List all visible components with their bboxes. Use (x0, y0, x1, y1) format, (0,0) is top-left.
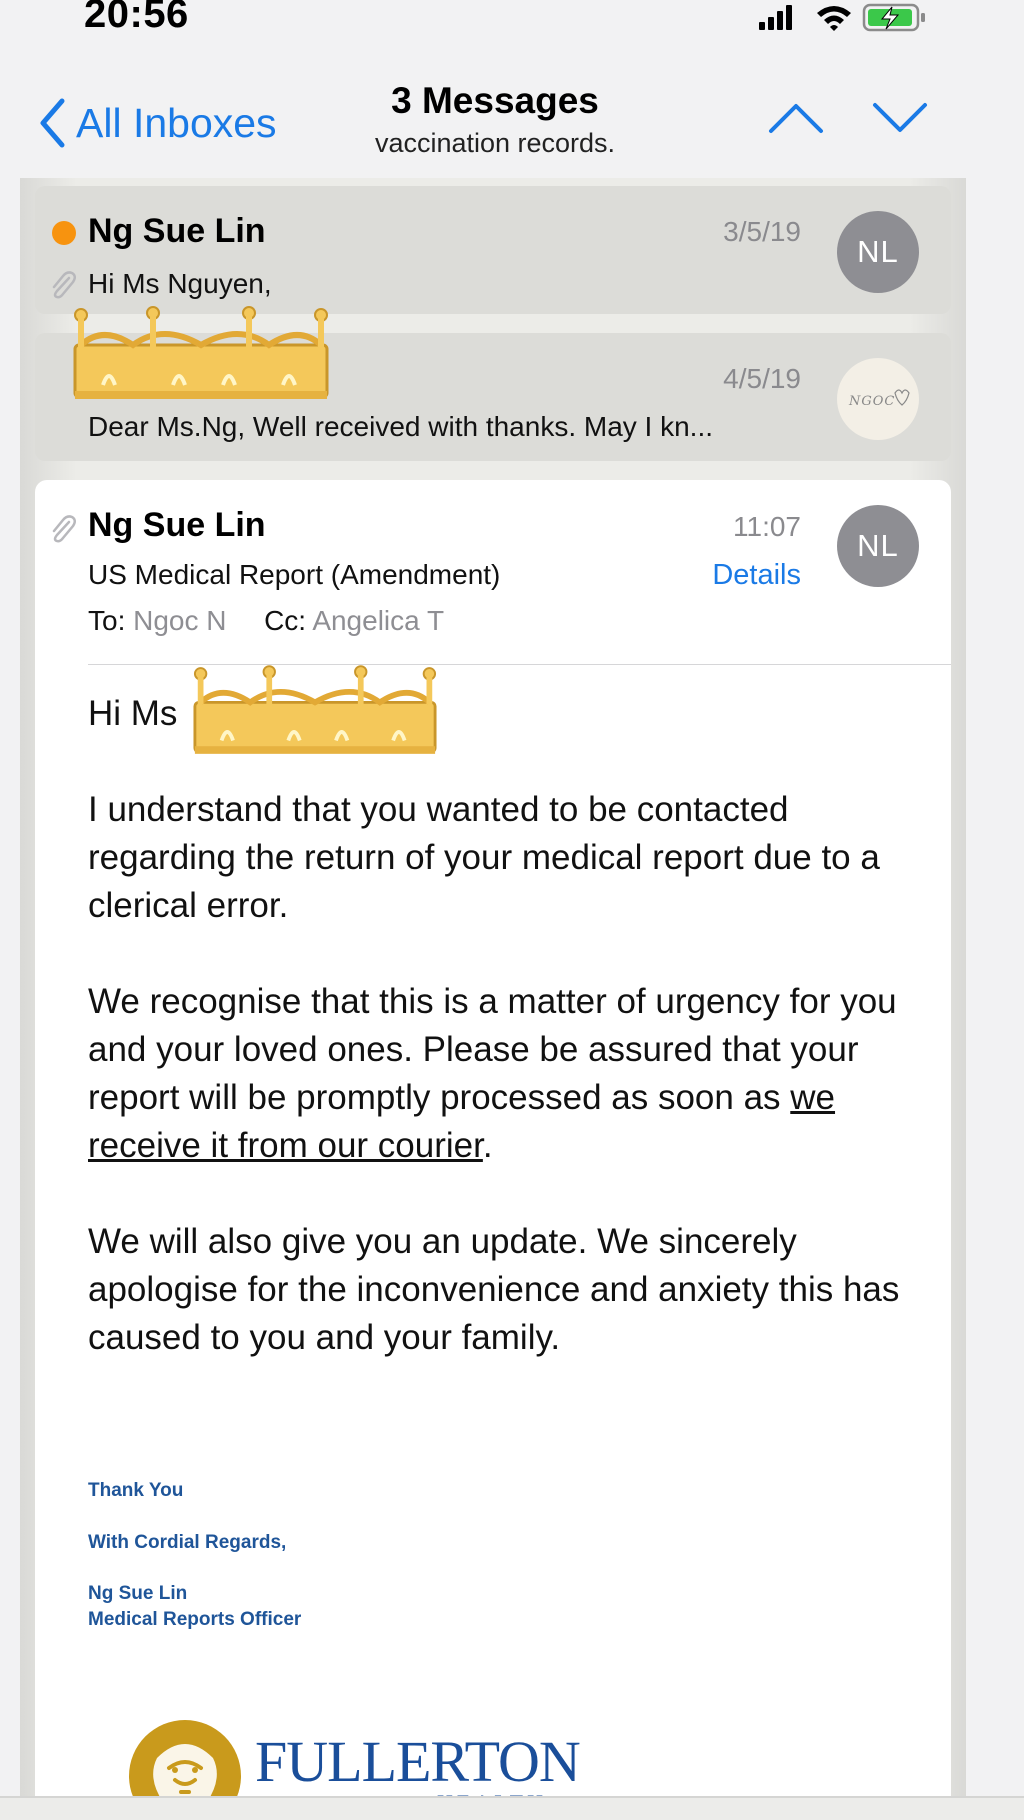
cc-label: Cc: (264, 605, 307, 636)
signature-role: Medical Reports Officer (88, 1609, 302, 1630)
message-preview: Hi Ms Nguyen, (88, 268, 272, 299)
lion-logo-icon (127, 1718, 243, 1803)
recipients-row (88, 605, 444, 637)
back-chevron-icon (38, 98, 66, 148)
crown-emoji-icon (73, 305, 329, 401)
avatar: NL (837, 505, 919, 587)
thread-header (300, 80, 690, 159)
status-time: 20:56 (84, 0, 189, 36)
signature-name: Ng Sue Lin (88, 1583, 188, 1604)
bottom-toolbar-area (0, 1796, 1024, 1820)
cc-recipient[interactable]: Angelica T (312, 605, 445, 636)
crown-emoji-icon (193, 663, 437, 757)
back-button[interactable] (38, 96, 277, 150)
body-text-segment: . (482, 1126, 493, 1165)
message-subject: US Medical Report (Amendment) (88, 559, 501, 590)
paperclip-icon (49, 270, 77, 300)
back-label: All Inboxes (76, 99, 277, 146)
message-card[interactable] (35, 186, 951, 314)
toolbar-divider (0, 1796, 1024, 1798)
status-icons (759, 2, 929, 32)
message-card[interactable] (35, 333, 951, 461)
body-paragraph (88, 978, 908, 1170)
courier-link[interactable]: we receive it from our courier (88, 1078, 836, 1165)
avatar (837, 358, 919, 440)
message-time: 11:07 (733, 511, 801, 542)
thread-subject: vaccination records. (374, 128, 616, 158)
signature-thanks: Thank You (88, 1480, 184, 1501)
message-preview: Dear Ms.Ng, Well received with thanks. May I kn... (88, 411, 714, 442)
signal-icon (759, 5, 792, 30)
paperclip-icon (49, 514, 77, 544)
company-logo (127, 1718, 627, 1803)
battery-icon (864, 5, 925, 30)
thread-title: 3 Messages (391, 80, 599, 121)
signature-regards: With Cordial Regards, (88, 1532, 287, 1553)
chevron-down-icon[interactable] (872, 102, 928, 134)
message-thread (20, 178, 966, 1803)
body-paragraph: I understand that you wanted to be contacted regarding the return of your medical report due to a clerical error. (88, 790, 880, 925)
nav-bar (0, 60, 1024, 175)
open-message (35, 480, 951, 1803)
message-sender: Ng Sue Lin (88, 506, 266, 544)
svg-text:NGOC: NGOC (849, 394, 896, 409)
body-paragraph: We will also give you an update. We sincerely apologise for the inconvenience and anxiety this has caused to you and your family. (88, 1222, 900, 1357)
chevron-up-icon[interactable] (768, 102, 824, 134)
to-recipient[interactable]: Ngoc N (133, 605, 227, 636)
message-date: 4/5/19 (723, 363, 801, 394)
message-date: 3/5/19 (723, 216, 801, 247)
logo-text: FULLERTON (255, 1729, 580, 1794)
details-link[interactable]: Details (712, 559, 801, 591)
status-bar (0, 0, 1024, 50)
unread-dot (52, 221, 76, 245)
to-label: To: (88, 605, 126, 636)
avatar: NL (837, 211, 919, 293)
message-sender: Ng Sue Lin (88, 212, 266, 250)
wifi-icon (817, 6, 851, 31)
handwritten-signature-avatar (843, 379, 913, 419)
greeting-text: Hi Ms (88, 694, 178, 733)
body-text-segment: We recognise that this is a matter of urgency for you and your loved ones. Please be assured that your report will be promptly processed as soon as (88, 982, 897, 1117)
